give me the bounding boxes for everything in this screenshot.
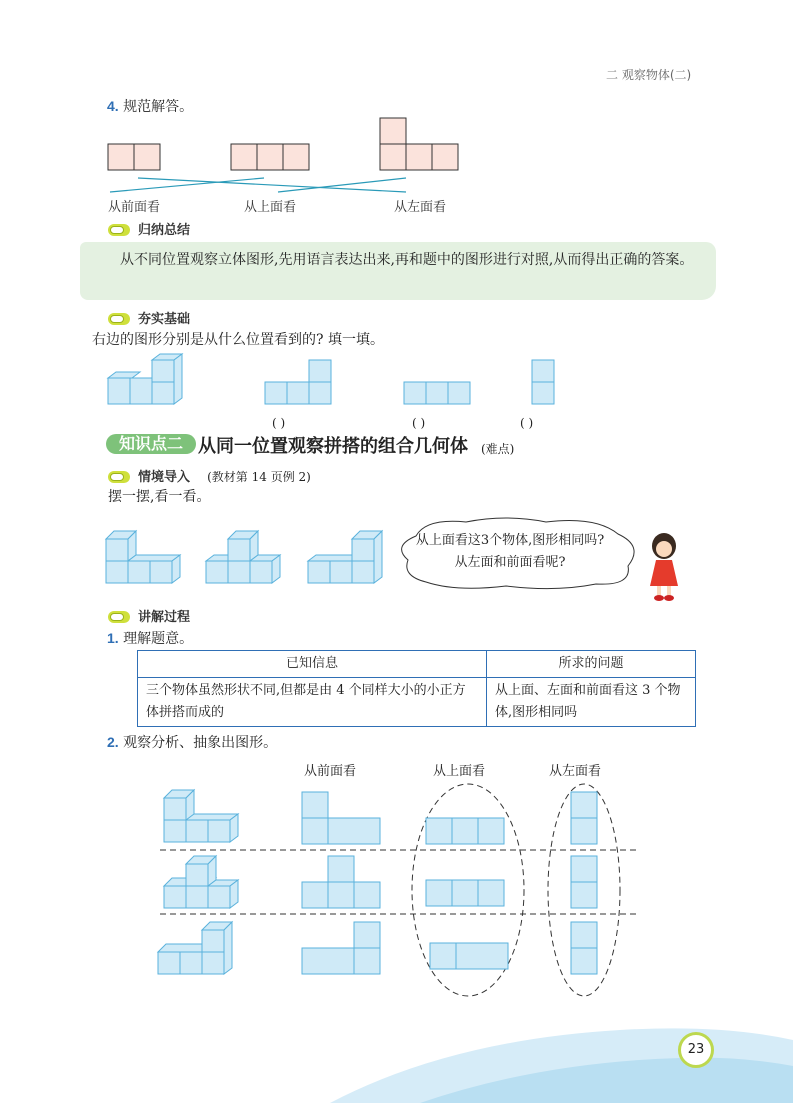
pill-icon bbox=[108, 313, 130, 325]
blank-2[interactable]: ( ) bbox=[412, 416, 426, 430]
basics-figures bbox=[100, 350, 580, 410]
table-row bbox=[138, 678, 696, 727]
q4-number: 4. bbox=[107, 98, 119, 114]
step1-text: 理解题意。 bbox=[123, 631, 194, 647]
page-number: 23 bbox=[678, 1032, 714, 1068]
intro-title: 情境导入 bbox=[138, 470, 191, 485]
pill-icon bbox=[108, 471, 130, 483]
summary-title: 归纳总结 bbox=[138, 223, 191, 238]
table-cell-known: 三个物体虽然形状不同,但都是由 4 个同样大小的小正方体拼搭而成的 bbox=[138, 678, 487, 727]
step2-number: 2. bbox=[107, 734, 119, 750]
views-analysis-diagram bbox=[150, 780, 640, 1002]
basics-prompt: 右边的图形分别是从什么位置看到的? 填一填。 bbox=[92, 332, 384, 348]
table-cell-question: 从上面、左面和前面看这 3 个物体,图形相同吗 bbox=[487, 678, 696, 727]
bubble-text: 从上面看这3个物体,图形相同吗?从左面和前面看呢? bbox=[415, 533, 605, 570]
wave-decoration bbox=[0, 1000, 793, 1103]
knowledge-point-badge: 知识点二 bbox=[106, 434, 196, 454]
table-header-known: 已知信息 bbox=[138, 651, 487, 678]
pill-icon bbox=[108, 224, 130, 236]
basics-title: 夯实基础 bbox=[138, 312, 191, 327]
intro-solids bbox=[100, 525, 390, 587]
info-table bbox=[137, 650, 696, 727]
summary-heading bbox=[108, 219, 190, 238]
q4-label-top: 从上面看 bbox=[244, 200, 297, 215]
difficulty-tag: (难点) bbox=[481, 442, 515, 456]
pill-icon bbox=[108, 611, 130, 623]
intro-text: 摆一摆,看一看。 bbox=[108, 489, 211, 505]
intro-heading bbox=[108, 466, 311, 485]
chapter-header: 二 观察物体(二) bbox=[606, 68, 692, 82]
view-header-left: 从左面看 bbox=[549, 764, 602, 779]
table-header-question: 所求的问题 bbox=[487, 651, 696, 678]
view-header-top: 从上面看 bbox=[433, 764, 486, 779]
step1-number: 1. bbox=[107, 630, 119, 646]
q4-matching-diagram bbox=[100, 112, 480, 197]
girl-character-icon bbox=[644, 532, 684, 602]
q4-label-left: 从左面看 bbox=[394, 200, 447, 215]
intro-source: (教材第 14 页例 2) bbox=[207, 470, 311, 484]
q4-title: 规范解答。 bbox=[123, 99, 194, 115]
view-header-front: 从前面看 bbox=[304, 764, 357, 779]
blank-1[interactable]: ( ) bbox=[272, 416, 286, 430]
step1-heading bbox=[107, 628, 193, 648]
blank-3[interactable]: ( ) bbox=[520, 416, 534, 430]
step2-heading bbox=[107, 732, 277, 752]
process-heading bbox=[108, 606, 190, 625]
q4-label-front: 从前面看 bbox=[108, 200, 161, 215]
process-title: 讲解过程 bbox=[138, 610, 191, 625]
summary-text: 从不同位置观察立体图形,先用语言表达出来,再和题中的图形进行对照,从而得出正确的答案。 bbox=[120, 252, 694, 268]
knowledge-point-title: 从同一位置观察拼搭的组合几何体 bbox=[198, 436, 468, 457]
basics-heading bbox=[108, 308, 190, 327]
step2-text: 观察分析、抽象出图形。 bbox=[123, 735, 278, 751]
